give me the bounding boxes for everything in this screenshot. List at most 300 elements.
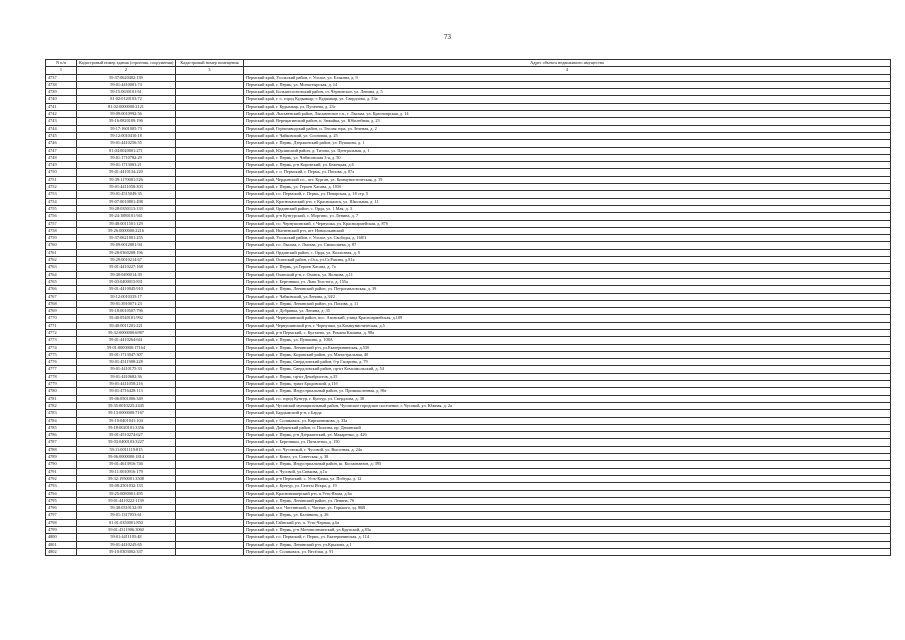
row-number-cell: 4774: [46, 344, 77, 351]
building-cadastral-number-cell: 59:01:1317053:61: [77, 512, 176, 519]
table-row: [46, 315, 891, 322]
premises-cadastral-number-cell: [176, 132, 244, 139]
building-cadastral-number-cell: 59:07:0010801:498: [77, 198, 176, 205]
address-cell: Пермский край, Чердынский г.о., пгт. Курган, ул. Коммунистическая, д. 19: [244, 176, 891, 183]
address-cell: Пермский край, г. Пермь, пр-кт Декабристов, д.35: [244, 373, 891, 380]
row-number-cell: 4766: [46, 286, 77, 293]
building-cadastral-number-cell: 59:01:4410227:168: [77, 264, 176, 271]
premises-cadastral-number-cell: [176, 417, 244, 424]
address-cell: Пермский край, г. Добрянка, ул. Ленина, д. 35: [244, 308, 891, 315]
building-cadastral-number-cell: 59:35:0010225:2445: [77, 402, 176, 409]
table-row: [46, 512, 891, 519]
table-row: [46, 359, 891, 366]
table-row: [46, 308, 891, 315]
premises-cadastral-number-cell: [176, 395, 244, 402]
building-cadastral-number-cell: 59:01:4716428:113: [77, 388, 176, 395]
table-row: [46, 461, 891, 468]
building-cadastral-number-cell: 59:17:1601005:73: [77, 125, 176, 132]
premises-cadastral-number-cell: [176, 512, 244, 519]
premises-cadastral-number-cell: [176, 278, 244, 285]
table-row: [46, 81, 891, 88]
row-number-cell: 4752: [46, 184, 77, 191]
premises-cadastral-number-cell: [176, 468, 244, 475]
address-cell: Пермский край, Чернушинский район, пос. Азинский, улица Красноармейская, д.109: [244, 315, 891, 322]
address-cell: Пермский край, г. Пермь, Свердловский район, пр-кт Комсомольский, д. 54: [244, 366, 891, 373]
building-cadastral-number-cell: 59:03:0400103:3227: [77, 439, 176, 446]
table-row: [46, 227, 891, 234]
building-cadastral-number-cell: 81:01:0350001:850: [77, 519, 176, 526]
building-cadastral-number-cell: 59:01:4411058:216: [77, 381, 176, 388]
row-number-cell: 4794: [46, 490, 77, 497]
table-row: [46, 118, 891, 125]
building-cadastral-number-cell: 59:06:0000000:1814: [77, 454, 176, 461]
premises-cadastral-number-cell: [176, 81, 244, 88]
building-cadastral-number-cell: 59:01:4511908:228: [77, 359, 176, 366]
address-cell: Пермский край, г. Пермь, Ленинский район, ул. Петропавловская, д. 39: [244, 286, 891, 293]
header-row: [46, 60, 891, 67]
row-number-cell: 4754: [46, 198, 77, 205]
building-cadastral-number-cell: 59:28:0360208:196: [77, 249, 176, 256]
premises-cadastral-number-cell: [176, 74, 244, 81]
row-number-cell: 4768: [46, 300, 77, 307]
building-cadastral-number-cell: 59:01:4613916:746: [77, 461, 176, 468]
premises-cadastral-number-cell: [176, 154, 244, 161]
table-row: [46, 205, 891, 212]
building-cadastral-number-cell: 59:01:1713063:21: [77, 162, 176, 169]
row-number-cell: 4776: [46, 359, 77, 366]
address-cell: Пермский край, Ординский район, с. Орда, ул. 1 Мая, д. 3: [244, 205, 891, 212]
table-row: [46, 541, 891, 548]
table-row: [46, 220, 891, 227]
building-cadastral-number-cell: 59:08:2501032:133: [77, 483, 176, 490]
premises-cadastral-number-cell: [176, 534, 244, 541]
address-cell: Пермский край, р-н Кунгурский, с. Моргино, ул. Ленина, д. 7: [244, 213, 891, 220]
property-register-table: [45, 59, 891, 556]
table-row: [46, 432, 891, 439]
table-row: [46, 373, 891, 380]
premises-cadastral-number-cell: [176, 300, 244, 307]
row-number-cell: 4784: [46, 417, 77, 424]
table-row: [46, 497, 891, 504]
building-cadastral-number-cell: 59:01:4510274:627: [77, 432, 176, 439]
premises-cadastral-number-cell: [176, 125, 244, 132]
address-cell: Пермский край, г. Пермь, Ленинский р-н, ул.Екатерининская, д.53б: [244, 344, 891, 351]
building-cadastral-number-cell: 59:28:0350113:133: [77, 205, 176, 212]
address-cell: Пермский край, г. Кудымкар, ул. Пугачева, д. 23г: [244, 103, 891, 110]
building-cadastral-number-cell: 59:32:1950001:3508: [77, 475, 176, 482]
table-row: [46, 154, 891, 161]
building-cadastral-number-cell: 59:06:0501006:349: [77, 395, 176, 402]
building-cadastral-number-cell: 59:15:0630101:61: [77, 89, 176, 96]
row-number-cell: 4761: [46, 249, 77, 256]
row-number-cell: 4750: [46, 169, 77, 176]
address-cell: Пермский край, Добрянский район, п. Полазна, пр. Дачинский: [244, 424, 891, 431]
row-number-cell: 4760: [46, 242, 77, 249]
address-cell: Пермский край, г. о. город Кудымкар, г. Кудымкар, ул. Свердлова, д. 53а: [244, 96, 891, 103]
premises-cadastral-number-cell: [176, 329, 244, 336]
building-cadastral-number-cell: 59:30:0490014:39: [77, 271, 176, 278]
premises-cadastral-number-cell: [176, 140, 244, 147]
address-cell: Пермский край, Усольский район, г. Усолье, ул. Свободы, д. 168/1: [244, 235, 891, 242]
premises-cadastral-number-cell: [176, 89, 244, 96]
register-body: [46, 74, 891, 556]
premises-cadastral-number-cell: [176, 424, 244, 431]
premises-cadastral-number-cell: [176, 184, 244, 191]
row-number-cell: 4763: [46, 264, 77, 271]
building-cadastral-number-cell: 59:13:0000000:7167: [77, 410, 176, 417]
building-cadastral-number-cell: 59:01:4410001:74: [77, 81, 176, 88]
row-number-cell: 4765: [46, 278, 77, 285]
row-number-cell: 4789: [46, 454, 77, 461]
premises-cadastral-number-cell: [176, 111, 244, 118]
row-number-cell: 4771: [46, 322, 77, 329]
row-number-cell: 4737: [46, 74, 77, 81]
premises-cadastral-number-cell: [176, 446, 244, 453]
premises-cadastral-number-cell: [176, 242, 244, 249]
row-number-cell: 4792: [46, 475, 77, 482]
column-number: 1: [46, 67, 77, 74]
address-cell: Пермский край, г. Пермь, Дзержинский район, ул. Пушкина, д. 1: [244, 140, 891, 147]
table-row: [46, 548, 891, 555]
row-number-cell: 4795: [46, 497, 77, 504]
building-cadastral-number-cell: 59:39:1170001:526: [77, 176, 176, 183]
table-row: [46, 417, 891, 424]
premises-cadastral-number-cell: [176, 220, 244, 227]
table-row: [46, 454, 891, 461]
premises-cadastral-number-cell: [176, 548, 244, 555]
table-row: [46, 176, 891, 183]
row-number-cell: 4756: [46, 213, 77, 220]
table-row: [46, 249, 891, 256]
address-cell: Пермский край, г. Пермь, ул. Калинина, д. 26: [244, 512, 891, 519]
premises-cadastral-number-cell: [176, 475, 244, 482]
premises-cadastral-number-cell: [176, 483, 244, 490]
address-cell: Пермский край, Оханский р-н, г. Оханск, ул. Волкова, д.11: [244, 271, 891, 278]
row-number-cell: 4791: [46, 468, 77, 475]
building-cadastral-number-cell: 59:25:0080001:495: [77, 490, 176, 497]
building-cadastral-number-cell: 59:12:0010335:17: [77, 293, 176, 300]
address-cell: Пермский край, г. Кунгур, ул. Газеты Искра, д. 19: [244, 483, 891, 490]
building-cadastral-number-cell: 59:24:1880101:941: [77, 213, 176, 220]
building-cadastral-number-cell: 59:18:0010507:796: [77, 308, 176, 315]
table-row: [46, 89, 891, 96]
address-cell: Пермский край, Большесосновский район, ст. Черновское, ул. Ленина, д. 5: [244, 89, 891, 96]
address-cell: Пермский край, Краснокамский р-н, г. Краснокамск, ул. Школьная, д. 11: [244, 198, 891, 205]
premises-cadastral-number-cell: [176, 191, 244, 198]
row-number-cell: 4796: [46, 505, 77, 512]
table-row: [46, 322, 891, 329]
table-row: [46, 402, 891, 409]
address-cell: Пермский край, г. Пермь, Индустриальный район, ул. Промышленная, д. 86г: [244, 388, 891, 395]
row-number-cell: 4800: [46, 534, 77, 541]
building-cadastral-number-cell: 59:16:0820109:196: [77, 118, 176, 125]
address-cell: Пермский край, р-н Пермский, с. Усть-Качка, ул. Победы, д. 12: [244, 475, 891, 482]
building-cadastral-number-cell: 59:11:0011119:815: [77, 446, 176, 453]
address-cell: Пермский край, Нытвенский р-н, пгт Новоильинский: [244, 227, 891, 234]
table-row: [46, 534, 891, 541]
table-row: [46, 286, 891, 293]
address-cell: Пермский край, р-н Пермский, с. Култаево, ул. Романа Кашина, д. 98а: [244, 329, 891, 336]
premises-cadastral-number-cell: [176, 147, 244, 154]
premises-cadastral-number-cell: [176, 235, 244, 242]
column-number: 2: [77, 67, 176, 74]
premises-cadastral-number-cell: [176, 308, 244, 315]
row-number-cell: 4798: [46, 519, 77, 526]
building-cadastral-number-cell: 59:01:4410245:65: [77, 541, 176, 548]
row-number-cell: 4797: [46, 512, 77, 519]
row-number-cell: 4747: [46, 147, 77, 154]
address-cell: Пермский край, г. Пермь, ул. Монастырская, д. 14: [244, 81, 891, 88]
row-number-cell: 4799: [46, 527, 77, 534]
row-number-cell: 4746: [46, 140, 77, 147]
address-cell: Пермский край, г. о. Пермский, г. Пермь, ул. Попова, д. 87а: [244, 169, 891, 176]
row-number-cell: 4787: [46, 439, 77, 446]
premises-cadastral-number-cell: [176, 337, 244, 344]
table-row: [46, 103, 891, 110]
table-row: [46, 271, 891, 278]
building-cadastral-number-cell: 59:01:4410682:36: [77, 373, 176, 380]
address-cell: Пермский край, г.о. Пермский, г. Пермь, ул. Поварская, д. 18 стр. 5: [244, 191, 891, 198]
building-cadastral-number-cell: 59:01:4311906:3060: [77, 527, 176, 534]
row-number-cell: 4781: [46, 395, 77, 402]
table-row: [46, 366, 891, 373]
address-cell: Пермский край, г. Соликамск, ул. Кирпичникова, д. 33а: [244, 417, 891, 424]
table-row: [46, 351, 891, 358]
building-cadastral-number-cell: 59:40:0011201:221: [77, 322, 176, 329]
row-number-cell: 4762: [46, 257, 77, 264]
address-cell: Пермский край, г. Пермь, р-н Дзержинский, ул. Макаренко, д. 42б: [244, 432, 891, 439]
header-premises-cadastral-number: Кадастровый номер помещения: [176, 60, 244, 67]
address-cell: Пермский край, Чернушинский р-н, г. Чернушка, ул.Коммунистическая, д.5: [244, 322, 891, 329]
building-cadastral-number-cell: 81:04:0020001:271: [77, 147, 176, 154]
building-cadastral-number-cell: 59:32:0000000:6987: [77, 329, 176, 336]
address-cell: Пермский край, г. Пермь, Свердловский район, б-р Гагарина, д. 79: [244, 359, 891, 366]
table-row: [46, 242, 891, 249]
table-row: [46, 235, 891, 242]
row-number-cell: 4739: [46, 89, 77, 96]
address-cell: Пермский край, г. Пермь, тракт Бродовский, д.11б: [244, 381, 891, 388]
row-number-cell: 4745: [46, 132, 77, 139]
premises-cadastral-number-cell: [176, 461, 244, 468]
row-number-cell: 4788: [46, 446, 77, 453]
address-cell: Пермский край, г. Кизел, ул. Советская, д. 38: [244, 454, 891, 461]
table-row: [46, 264, 891, 271]
premises-cadastral-number-cell: [176, 410, 244, 417]
address-cell: Пермский край, Верещагинский район, п. Зюкайка, ул. Юбилейная, д. 23: [244, 118, 891, 125]
building-cadastral-number-cell: 59:01:1710782:29: [77, 154, 176, 161]
table-row: [46, 483, 891, 490]
table-row: [46, 424, 891, 431]
premises-cadastral-number-cell: [176, 490, 244, 497]
table-row: [46, 111, 891, 118]
table-row: [46, 278, 891, 285]
row-number-cell: 4773: [46, 337, 77, 344]
address-cell: Пермский край, Усольский район, г. Усолье, ул. Елькина, д. 9: [244, 74, 891, 81]
table-row: [46, 74, 891, 81]
row-number-cell: 4764: [46, 271, 77, 278]
address-cell: Пермский край, Бардымский р-н, с.Барда: [244, 410, 891, 417]
address-cell: Пермский край, г. Пермь, ул.Героев Хасана, д. 7а: [244, 264, 891, 271]
row-number-cell: 4742: [46, 111, 77, 118]
header-building-cadastral-number: Кадастровый номер здания (строения, сооружения): [77, 60, 176, 67]
premises-cadastral-number-cell: [176, 169, 244, 176]
premises-cadastral-number-cell: [176, 388, 244, 395]
address-cell: Пермский край, г. Чусовой, ул.Сивкова, д.1а: [244, 468, 891, 475]
page-number: 73: [444, 33, 451, 41]
table-row: [46, 132, 891, 139]
table-row: [46, 329, 891, 336]
address-cell: Пермский край, г. Соликамск, ул. Весёлая, д. 91: [244, 548, 891, 555]
premises-cadastral-number-cell: [176, 286, 244, 293]
row-number-cell: 4780: [46, 388, 77, 395]
building-cadastral-number-cell: 59:40:0011501:129: [77, 220, 176, 227]
table-row: [46, 184, 891, 191]
premises-cadastral-number-cell: [176, 454, 244, 461]
column-number: 3: [176, 67, 244, 74]
column-number-row: [46, 67, 891, 74]
row-number-cell: 4802: [46, 548, 77, 555]
building-cadastral-number-cell: 81:02:0000000:2121: [77, 103, 176, 110]
address-cell: Пермский край, г. Чайковский, ул.Ленина, д.34/2: [244, 293, 891, 300]
row-number-cell: 4786: [46, 432, 77, 439]
building-cadastral-number-cell: 59:01:4410222:1139: [77, 497, 176, 504]
premises-cadastral-number-cell: [176, 541, 244, 548]
table-row: [46, 439, 891, 446]
table-row: [46, 410, 891, 417]
row-number-cell: 4767: [46, 293, 77, 300]
premises-cadastral-number-cell: [176, 505, 244, 512]
table-row: [46, 169, 891, 176]
premises-cadastral-number-cell: [176, 381, 244, 388]
column-number: 4: [244, 67, 891, 74]
building-cadastral-number-cell: 59:01:4411058:303: [77, 184, 176, 191]
table-row: [46, 191, 891, 198]
address-cell: Пермский край, г. Пермь, Кировский район, ул. Магистральная, 40: [244, 351, 891, 358]
premises-cadastral-number-cell: [176, 96, 244, 103]
header-address: Адрес объекта недвижимого имущества: [244, 60, 891, 67]
address-cell: Пермский край, Чусовской муниципальный район, Чусовское городское поселение, г. Чусовой, ул. Южная, д. 2а: [244, 402, 891, 409]
premises-cadastral-number-cell: [176, 176, 244, 183]
address-cell: Пермский край, Гайнский р-н, п. Усть-Черная, д.6а: [244, 519, 891, 526]
table-row: [46, 213, 891, 220]
row-number-cell: 4793: [46, 483, 77, 490]
building-cadastral-number-cell: 59:01:4410175:33: [77, 366, 176, 373]
building-cadastral-number-cell: 59:10:0303002:337: [77, 548, 176, 555]
address-cell: Пермский край, Красновишерский р-н, п.Усть-Язьва, д.6а: [244, 490, 891, 497]
building-cadastral-number-cell: 59:40:0540101:992: [77, 315, 176, 322]
building-cadastral-number-cell: 59:01:4515049:35: [77, 191, 176, 198]
building-cadastral-number-cell: 59:01:4411105:48: [77, 534, 176, 541]
building-cadastral-number-cell: 59:01:3910071:23: [77, 300, 176, 307]
building-cadastral-number-cell: 59:09:0010992:56: [77, 111, 176, 118]
table-row: [46, 293, 891, 300]
row-number-cell: 4755: [46, 205, 77, 212]
building-cadastral-number-cell: 59:38:0310132:99: [77, 505, 176, 512]
premises-cadastral-number-cell: [176, 249, 244, 256]
building-cadastral-number-cell: 59:37:0620402:139: [77, 74, 176, 81]
address-cell: Пермский край, г.о. город Кунгур, г. Кунгур, ул. Свердлова, д. 38: [244, 395, 891, 402]
row-number-cell: 4777: [46, 366, 77, 373]
address-cell: Пермский край, г. Березники, ул. Льва Толстого, д. 155а: [244, 278, 891, 285]
row-number-cell: 4748: [46, 154, 77, 161]
premises-cadastral-number-cell: [176, 264, 244, 271]
address-cell: Пермский край, Юрлинский район, д. Титова, ул. Центральная, д. 1: [244, 147, 891, 154]
row-number-cell: 4801: [46, 541, 77, 548]
building-cadastral-number-cell: 59:29:0010214:67: [77, 257, 176, 264]
row-number-cell: 4790: [46, 461, 77, 468]
row-number-cell: 4741: [46, 103, 77, 110]
address-cell: Пермский край, Осинский район, г.Оса, ул.Ст.Разина, д.81а: [244, 257, 891, 264]
row-number-cell: 4785: [46, 424, 77, 431]
building-cadastral-number-cell: 81:02:0120103:72: [77, 96, 176, 103]
table-row: [46, 490, 891, 497]
building-cadastral-number-cell: 59:26:0000000:2216: [77, 227, 176, 234]
address-cell: Пермский край, г.о. Чусовской, г. Чусовой, ул. Высотная, д. 24а: [244, 446, 891, 453]
premises-cadastral-number-cell: [176, 351, 244, 358]
address-cell: Пермский край, г. Пермь, р-н Кировский, ул. Бежецкая, д.6: [244, 162, 891, 169]
table-row: [46, 125, 891, 132]
premises-cadastral-number-cell: [176, 366, 244, 373]
address-cell: Пермский край, м.о. Частинский, с. Частые, ул. Горького, зд. 86В: [244, 505, 891, 512]
header-row-number: N п/п: [46, 60, 77, 67]
table-row: [46, 140, 891, 147]
premises-cadastral-number-cell: [176, 315, 244, 322]
table-row: [46, 300, 891, 307]
building-cadastral-number-cell: 59:37:0621001:255: [77, 235, 176, 242]
building-cadastral-number-cell: 59:01:4410134:220: [77, 169, 176, 176]
address-cell: Пермский край, г. Пермь, Ленинский район, ул. Попова, д. 11: [244, 300, 891, 307]
row-number-cell: 4769: [46, 308, 77, 315]
premises-cadastral-number-cell: [176, 497, 244, 504]
address-cell: Пермский край, г. Пермь, ул. Пушкина, д. 108А: [244, 337, 891, 344]
building-cadastral-number-cell: 59:18:0020101:3356: [77, 424, 176, 431]
table-row: [46, 468, 891, 475]
premises-cadastral-number-cell: [176, 103, 244, 110]
address-cell: Пермский край, Горнозаводский район, п. Теплая гора, ул. Зеленая, д. 2: [244, 125, 891, 132]
address-cell: Пермский край, г. Березники, ул. Пятилетки, д. 150: [244, 439, 891, 446]
building-cadastral-number-cell: 59:10:0401041:104: [77, 417, 176, 424]
table-row: [46, 147, 891, 154]
table-row: [46, 381, 891, 388]
row-number-cell: 4782: [46, 402, 77, 409]
building-cadastral-number-cell: 59:03:0400015:831: [77, 278, 176, 285]
row-number-cell: 4775: [46, 351, 77, 358]
table-row: [46, 505, 891, 512]
row-number-cell: 4744: [46, 125, 77, 132]
row-number-cell: 4758: [46, 227, 77, 234]
premises-cadastral-number-cell: [176, 162, 244, 169]
address-cell: Пермский край, г. Пермь, ул. Чибисовская 3-я, д. 50: [244, 154, 891, 161]
table-row: [46, 446, 891, 453]
building-cadastral-number-cell: 59:01:0000000:17164: [77, 344, 176, 351]
table-row: [46, 257, 891, 264]
table-row: [46, 96, 891, 103]
row-number-cell: 4770: [46, 315, 77, 322]
table-row: [46, 162, 891, 169]
table-row: [46, 527, 891, 534]
row-number-cell: 4778: [46, 373, 77, 380]
premises-cadastral-number-cell: [176, 344, 244, 351]
premises-cadastral-number-cell: [176, 198, 244, 205]
table-row: [46, 519, 891, 526]
row-number-cell: 4738: [46, 81, 77, 88]
row-number-cell: 4772: [46, 329, 77, 336]
premises-cadastral-number-cell: [176, 402, 244, 409]
address-cell: Пермский край, Ординский район, с. Орда, ул. Колхозная, д. 9: [244, 249, 891, 256]
building-cadastral-number-cell: 59:01:1713047:307: [77, 351, 176, 358]
address-cell: Пермский край, г. Пермь, Ленинский район, ул. Ленина, 76: [244, 497, 891, 504]
premises-cadastral-number-cell: [176, 257, 244, 264]
